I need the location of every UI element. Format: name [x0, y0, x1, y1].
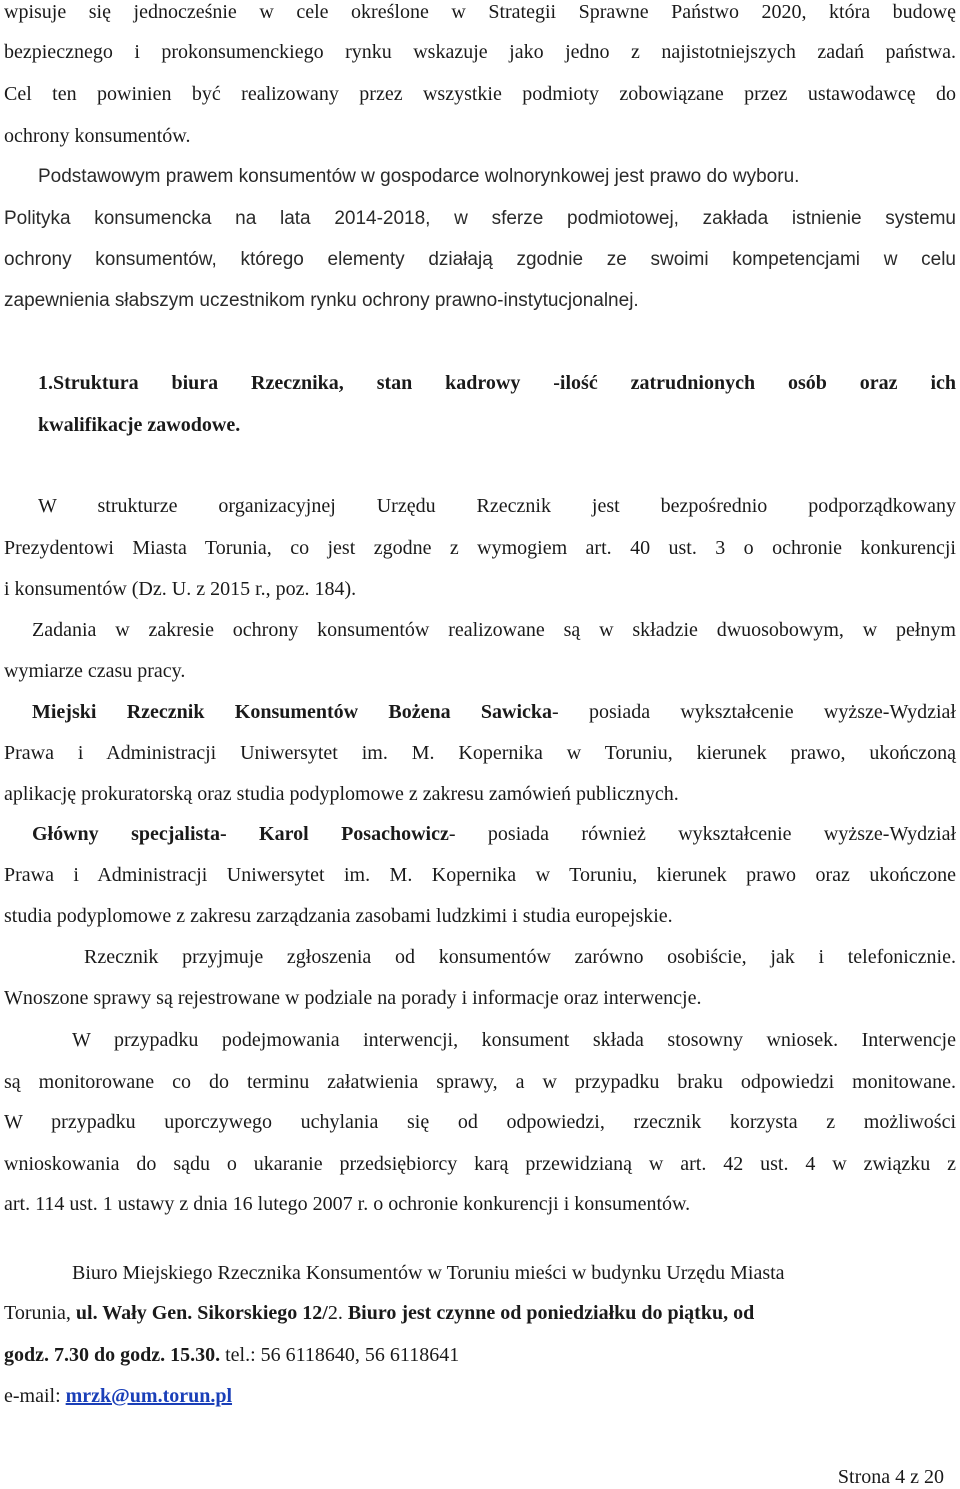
text-line: wymiarze czasu pracy. [4, 660, 186, 682]
heading-line: kwalifikacje zawodowe. [38, 414, 241, 436]
text-line: Biuro Miejskiego Rzecznika Konsumentów w Toruniu mieści w budynku Urzędu Miasta [72, 1262, 785, 1284]
email-label: e-mail: [4, 1385, 66, 1407]
text-line: są monitorowane co do terminu załatwienia sprawy, a w przypadku braku odpowiedzi monitowane. [4, 1071, 956, 1093]
text-line: bezpiecznego i prokonsumenckiego rynku wskazuje jako jedno z najistotniejszych zadań państwa. [4, 41, 956, 63]
text-line: Wnoszone sprawy są rejestrowane w podziale na porady i informacje oraz interwencje. [4, 987, 702, 1009]
ombudsman-name: Miejski Rzecznik Konsumentów Bożena Sawicka [32, 701, 553, 723]
address: ul. Wały Gen. Sikorskiego 12/ [75, 1302, 328, 1324]
text-line [32, 822, 956, 846]
text-line: wpisuje się jednocześnie w cele określone w Strategii Sprawne Państwo 2020, która budowę [4, 1, 956, 23]
office-hours-time: godz. 7.30 do godz. 15.30. [4, 1344, 221, 1366]
text-fragment: Torunia, [4, 1302, 76, 1324]
text-line [4, 1301, 956, 1325]
text-fragment: 2. [327, 1302, 348, 1324]
text-line: studia podyplomowe z zakresu zarządzania zasobami ludzkimi i studia europejskie. [4, 905, 673, 927]
text-line: Prawa i Administracji Uniwersytet im. M. Kopernika w Toruniu, kierunek prawo, ukończoną [4, 742, 956, 764]
text-line: W strukturze organizacyjnej Urzędu Rzecznik jest bezpośrednio podporządkowany [38, 495, 956, 517]
text-line: Rzecznik przyjmuje zgłoszenia od konsumentów zarówno osobiście, jak i telefonicznie. [84, 946, 956, 968]
text-line: Cel ten powinien być realizowany przez wszystkie podmioty zobowiązane przez ustawodawcę do [4, 83, 956, 105]
text-line: W przypadku podejmowania interwencji, konsument składa stosowny wniosek. Interwencje [72, 1029, 956, 1051]
text-line: art. 114 ust. 1 ustawy z dnia 16 lutego 2007 r. o ochronie konkurencji i konsumentów. [4, 1193, 691, 1215]
text-line: ochrony konsumentów, którego elementy działają zgodnie ze swoimi kompetencjami w celu [4, 249, 956, 270]
text-line: W przypadku uporczywego uchylania się od odpowiedzi, rzecznik korzysta z możliwości [4, 1111, 956, 1133]
text-line: Podstawowym prawem konsumentów w gospodarce wolnorynkowej jest prawo do wyboru. [38, 166, 800, 187]
text-line: Prezydentowi Miasta Torunia, co jest zgodne z wymogiem art. 40 ust. 3 o ochronie konkurencji [4, 537, 956, 559]
phone-numbers: tel.: 56 6118640, 56 6118641 [220, 1344, 460, 1366]
text-line: Prawa i Administracji Uniwersytet im. M. Kopernika w Toruniu, kierunek prawo oraz ukończone [4, 864, 956, 886]
office-hours: Biuro jest czynne od poniedziałku do piątku, od [347, 1302, 755, 1324]
text-line [32, 700, 956, 724]
text-line: wnioskowania do sądu o ukaranie przedsiębiorcy karą przewidzianą w art. 42 ust. 4 w związku z [4, 1153, 956, 1175]
text-line: aplikację prokuratorską oraz studia podyplomowe z zakresu zamówień publicznych. [4, 783, 679, 805]
text-line: i konsumentów (Dz. U. z 2015 r., poz. 184). [4, 578, 357, 600]
text-line: ochrony konsumentów. [4, 125, 191, 147]
text-line: Zadania w zakresie ochrony konsumentów realizowane są w składzie dwuosobowym, w pełnym [32, 619, 956, 641]
text-fragment: - posiada również wykształcenie wyższe-Wydział [448, 823, 956, 845]
specialist-name: Główny specjalista- Karol Posachowicz [32, 823, 449, 845]
text-line [4, 1343, 956, 1367]
text-fragment: - posiada wykształcenie wyższe-Wydział [552, 701, 956, 723]
text-line: Polityka konsumencka na lata 2014-2018, w sferze podmiotowej, zakłada istnienie systemu [4, 208, 956, 229]
heading-line: 1.Struktura biura Rzecznika, stan kadrowy -ilość zatrudnionych osób oraz ich [38, 372, 956, 394]
page-number: Strona 4 z 20 [837, 1466, 944, 1488]
text-line: zapewnienia słabszym uczestnikom rynku ochrony prawno-instytucjonalnej. [4, 290, 639, 311]
email-link[interactable]: mrzk@um.torun.pl [65, 1385, 233, 1407]
text-line [4, 1384, 956, 1408]
